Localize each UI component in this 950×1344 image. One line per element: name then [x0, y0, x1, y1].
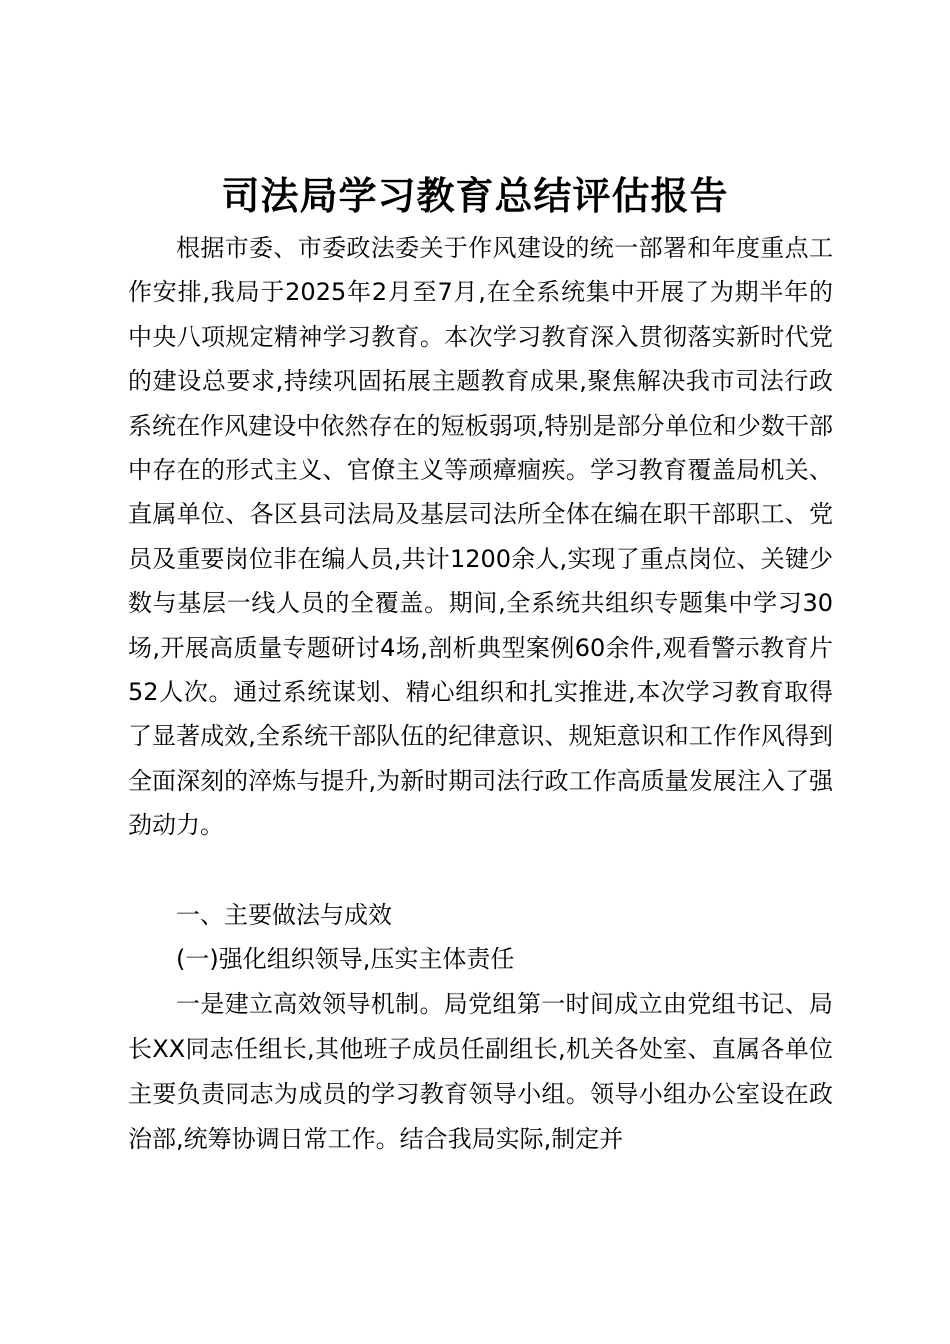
subsection-heading: (一)强化组织领导,压实主体责任: [176, 945, 515, 973]
section-heading: 一、主要做法与成效: [176, 901, 392, 929]
body-paragraph: 一是建立高效领导机制。局党组第一时间成立由党组书记、局长XX同志任组长,其他班子成员任副组长,机关各处室、直属各单位主要负责同志为成员的学习教育领导小组。领导小组办公室设在政治部,统筹协调日常工作。结合我局实际,制定并: [128, 990, 833, 1153]
intro-paragraph: 根据市委、市委政法委关于作风建设的统一部署和年度重点工作安排,我局于2025年2月至7月,在全系统集中开展了为期半年的中央八项规定精神学习教育。本次学习教育深入贯彻落实新时代党的建设总要求,持续巩固拓展主题教育成果,聚焦解决我市司法行政系统在作风建设中依然存在的短板弱项,特别是部分单位和少数干部中存在的形式主义、官僚主义等顽瘴痼疾。学习教育覆盖局机关、直属单位、各区县司法局及基层司法所全体在编在职干部职工、党员及重要岗位非在编人员,共计1200余人,实现了重点岗位、关键少数与基层一线人员的全覆盖。期间,全系统共组织专题集中学习30场,开展高质量专题研讨4场,剖析典型案例60余件,观看警示教育片52人次。通过系统谋划、精心组织和扎实推进,本次学习教育取得了显著成效,全系统干部队伍的纪律意识、规矩意识和工作作风得到全面深刻的淬炼与提升,为新时期司法行政工作高质量发展注入了强劲动力。: [128, 234, 833, 840]
document-title: 司法局学习教育总结评估报告: [221, 174, 729, 218]
